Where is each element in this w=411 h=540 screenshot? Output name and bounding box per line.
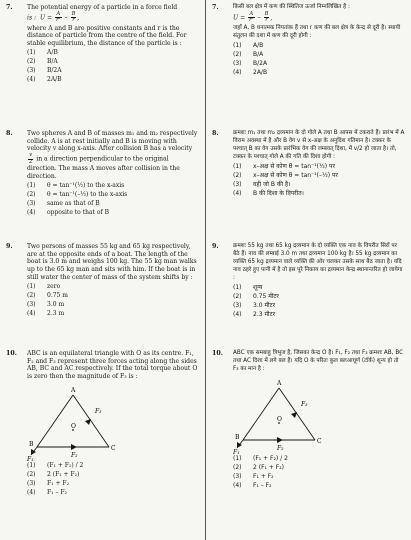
option-list xyxy=(27,48,199,84)
question-number: 7. xyxy=(212,4,219,11)
option-list xyxy=(233,162,405,198)
f2-arrowhead xyxy=(277,437,283,443)
question-number: 8. xyxy=(212,130,219,137)
option-2[interactable]: (2) 0.75 m xyxy=(27,291,68,299)
option-2[interactable]: (2) θ = tan⁻¹(–½) to the x-axis xyxy=(27,190,128,198)
option-4[interactable]: (4) opposite to that of B xyxy=(27,208,110,216)
side-ab xyxy=(243,388,279,440)
side-ab xyxy=(37,395,73,447)
option-list xyxy=(27,282,199,318)
question-body xyxy=(233,243,405,319)
question-8-hi xyxy=(206,130,411,240)
potential-energy-formula: U = $\frac{A}{\text{r²}}$ – $\frac{B}{r}$ , xyxy=(233,10,273,24)
force-label-f1: F₁ xyxy=(233,448,240,454)
option-3[interactable]: (3) same as that of B xyxy=(27,199,100,207)
side-ac xyxy=(73,395,109,447)
option-2[interactable]: (2) 2 (F₁ + F₂) xyxy=(27,470,80,478)
centre-label-o: O xyxy=(277,415,282,423)
option-1[interactable]: (1) x–अक्ष से कोण θ = tan⁻¹(½) पर xyxy=(233,162,335,170)
f3-arrowhead xyxy=(291,412,297,418)
question-stem-continued: जहाँ A, B धनात्मक नियतांक हैं तथा r कण की बल क्षेत्र के केन्द्र से दूरी है। स्थायी संतुलन की दशा में कण की दूरी होगी : xyxy=(233,24,401,39)
question-number: 9. xyxy=(6,243,13,250)
question-body xyxy=(233,130,405,198)
potential-energy-formula: is : U = $\frac{A}{\text{r²}}$ – $\frac{B}{r}$ , xyxy=(27,10,80,24)
option-2[interactable]: (2) B/A xyxy=(233,50,264,58)
option-3[interactable]: (3) F₁ + F₂ xyxy=(27,479,69,487)
vertex-label-a: A xyxy=(277,379,282,387)
option-2[interactable]: (2) 2 (F₁ + F₂) xyxy=(233,463,284,471)
option-4[interactable]: (4) 2A/B xyxy=(233,68,268,76)
option-4[interactable]: (4) F₁ – F₂ xyxy=(27,488,67,496)
option-4[interactable]: (4) F₁ – F₂ xyxy=(233,481,272,489)
question-stem: Two spheres A and B of masses m₁ and m₂ respectively collide. A is at rest initially and B is moving with velocity v along x-axis. After collision B has a velocity $\frac{v}{2}$ in a direction perpendicular to the original direction. The mass A moves after collision in the direction. xyxy=(27,130,198,180)
option-4[interactable]: (4) B की दिशा के विपरीत। xyxy=(233,189,304,197)
option-list xyxy=(27,181,199,217)
option-3[interactable]: (3) B/2A xyxy=(27,66,62,74)
option-1[interactable]: (1) (F₁ + F₂) / 2 xyxy=(27,461,84,469)
option-2[interactable]: (2) 0.75 मीटर xyxy=(233,292,279,300)
question-body xyxy=(27,130,199,217)
force-label-f1: F₁ xyxy=(27,455,34,461)
question-10-hi xyxy=(206,350,411,540)
question-stem: ABC is an equilateral triangle with O as its centre. F₁, F₂ and F₃ represent three forces acting along the sides AB, BC and AC respectively. If the total torque about O is zero then the magnitude of F₃ is : xyxy=(27,350,198,381)
option-3[interactable]: (3) F₁ + F₂ xyxy=(233,472,274,480)
question-stem: क्रमशः m₁ तथा m₂ द्रव्यमान के दो गोले A तथा B आपस में टकराते हैं। प्रारंभ में A विराम अवस्था में है और B वेग v से x-अक्ष के अनुदिश गतिमान है। टक्कर के पश्चात् B का वेग उसके प्रारंभिक वेग की लम्बवत् दिशा, में v/2 हो जाता है। तो, टक्कर के पश्चात् गोले A की गति की दिशा होगी : xyxy=(233,130,405,160)
option-2[interactable]: (2) B/A xyxy=(27,57,58,65)
question-number: 9. xyxy=(212,243,219,250)
triangle-force-diagram xyxy=(233,376,353,454)
triangle-force-diagram xyxy=(27,383,147,461)
option-1[interactable]: (1) A/B xyxy=(233,41,264,49)
option-1[interactable]: (1) θ = tan⁻¹(½) to the x-axis xyxy=(27,181,125,189)
question-number: 10. xyxy=(6,350,17,357)
option-1[interactable]: (1) A/B xyxy=(27,48,58,56)
f2-arrowhead xyxy=(71,444,77,450)
question-body xyxy=(27,350,199,497)
question-number: 8. xyxy=(6,130,13,137)
vertex-label-b: B xyxy=(29,440,34,448)
force-label-f3: F₃ xyxy=(95,407,102,415)
vertex-label-a: A xyxy=(71,386,76,394)
option-3[interactable]: (3) 3.0 m xyxy=(27,300,65,308)
vertex-label-c: C xyxy=(111,444,116,452)
english-column xyxy=(0,0,205,540)
question-number: 10. xyxy=(212,350,223,357)
question-stem: Two persons of masses 55 kg and 65 kg respectively, are at the opposite ends of a boat. The length of the boat is 3.0 m and weighs 100 kg. The 55 kg man walks up to the 65 kg man and sits with him. If the boat is in still water the center of mass of the system shifts by : xyxy=(27,243,197,281)
question-number: 7. xyxy=(6,4,13,11)
option-3[interactable]: (3) 3.0 मीटर xyxy=(233,301,276,309)
hindi-column xyxy=(206,0,411,540)
question-9-hi xyxy=(206,243,411,343)
question-stem: ABC एक समबाहु त्रिभुज है, जिसका केन्द्र O है। F₁, F₂ तथा F₃ क्रमशः AB, BC तथा AC दिशा में लगे बल हैं। यदि O के परितः कुल बलआघूर्ण (टॉर्क) शून्य हो तो F₃ का मान है : xyxy=(233,350,404,372)
force-label-f2: F₂ xyxy=(277,444,284,452)
question-body xyxy=(233,4,405,77)
force-label-f3: F₃ xyxy=(301,400,308,408)
question-10-en xyxy=(0,350,205,540)
option-list xyxy=(233,454,405,490)
option-3[interactable]: (3) B/2A xyxy=(233,59,268,67)
option-list xyxy=(27,461,199,497)
question-7-hi xyxy=(206,4,411,96)
option-1[interactable]: (1) (F₁ + F₂) / 2 xyxy=(233,454,288,462)
option-3[interactable]: (3) वही जो B की है। xyxy=(233,180,291,188)
option-list xyxy=(233,41,405,77)
question-stem: किसी बल क्षेत्र में कण की स्थितिज ऊर्जा निम्नलिखित है : xyxy=(233,4,350,10)
option-list xyxy=(233,283,405,319)
f3-arrowhead xyxy=(85,419,91,425)
question-body xyxy=(27,243,199,318)
option-4[interactable]: (4) 2.3 मीटर xyxy=(233,310,276,318)
question-stem: The potential energy of a particle in a force field xyxy=(27,4,178,11)
question-9-en xyxy=(0,243,205,343)
question-body xyxy=(233,350,405,490)
question-stem-continued: where A and B are positive constants and r is the distance of particle from the centre of the field. For stable equilibrium, the distance of the particle is : xyxy=(27,24,187,48)
option-1[interactable]: (1) zero xyxy=(27,282,61,290)
option-1[interactable]: (1) शून्य xyxy=(233,283,263,291)
vertex-label-b: B xyxy=(235,433,240,441)
question-stem: क्रमशः 55 kg तथा 65 kg द्रव्यमान के दो व्यक्ति एक नाव के विपरीत सिरों पर बैठे हैं। नाव की लम्बाई 3.0 m तथा द्रव्यमान 100 kg है। 55 kg द्रव्यमान का व्यक्ति 65 kg द्रव्यमान वाले व्यक्ति की ओर चलकर उसके साथ बैठ जाता है। यदि नाव ठहरे हुए पानी में है तो इस पूरे निकाय का द्रव्यमान केन्द्र स्थानान्तरित हो जायेगा : xyxy=(233,243,403,281)
centre-label-o: O xyxy=(71,422,76,430)
force-label-f2: F₂ xyxy=(71,451,78,459)
option-4[interactable]: (4) 2A/B xyxy=(27,75,62,83)
option-2[interactable]: (2) x–अक्ष से कोण θ = tan⁻¹(–½) पर xyxy=(233,171,338,179)
side-ac xyxy=(279,388,315,440)
question-8-en xyxy=(0,130,205,230)
option-4[interactable]: (4) 2.3 m xyxy=(27,309,65,317)
vertex-label-c: C xyxy=(317,437,322,445)
question-body xyxy=(27,4,199,84)
question-7-en xyxy=(0,4,205,96)
